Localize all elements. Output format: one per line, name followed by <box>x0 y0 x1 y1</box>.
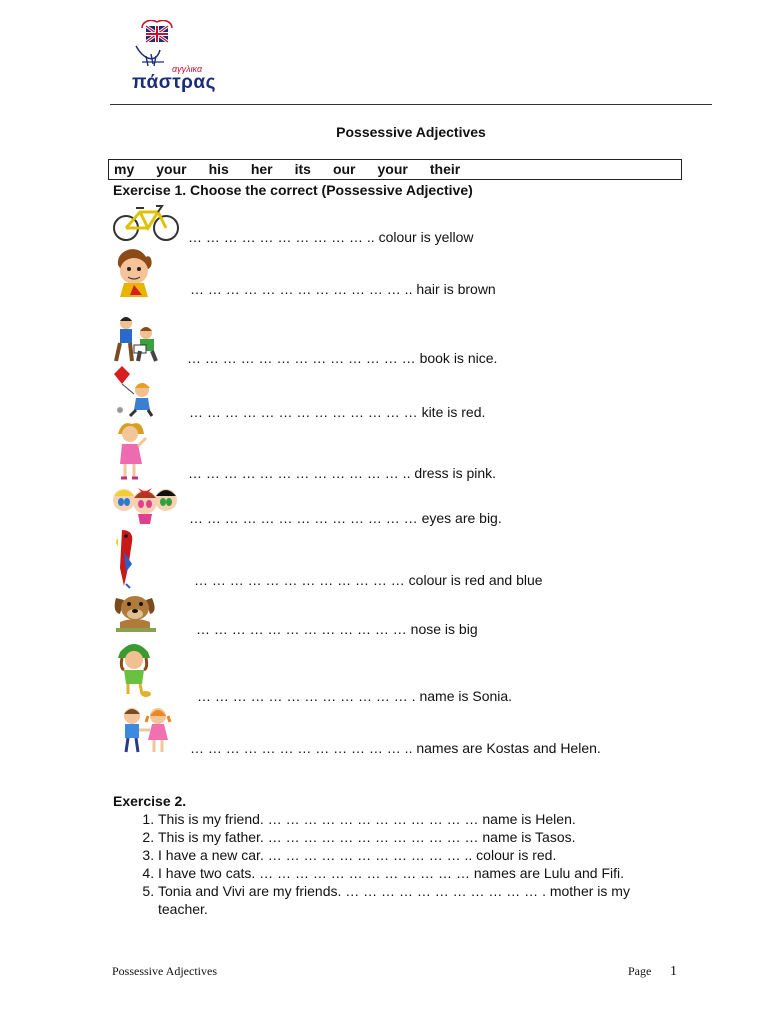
exercise1-item: … … … … … … … … … … … … .. hair is brown <box>190 281 496 297</box>
boy-and-girl-icon <box>112 706 180 754</box>
exercise1-item: … … … … … … … … … … … … colour is red and blue <box>194 572 543 588</box>
exercise1-heading: Exercise 1. Choose the correct (Possessive Adjective) <box>113 182 473 198</box>
word-bank-item: my <box>114 161 135 177</box>
word-bank-item: our <box>332 161 356 177</box>
exercise1-item: … … … … … … … … … … … … .. names are Kostas and Helen. <box>190 740 601 756</box>
powerpuff-girls-icon <box>112 482 178 524</box>
dog-icon <box>112 590 160 634</box>
word-bank-item: their <box>429 161 461 177</box>
word-bank-item: her <box>250 161 273 177</box>
word-bank-item: its <box>294 161 311 177</box>
exercise1-item: … … … … … … … … … … .. colour is yellow <box>188 229 474 245</box>
word-bank-item: your <box>377 161 408 177</box>
exercise1-item: … … … … … … … … … … … … nose is big <box>196 621 478 637</box>
parrot-icon <box>112 528 142 588</box>
word-bank <box>108 159 682 180</box>
footer-title: Possessive Adjectives <box>112 964 217 978</box>
page-title: Possessive Adjectives <box>336 124 486 140</box>
exercise2-item: 2. This is my father. … … … … … … … … … … … … name is Tasos. <box>158 828 678 846</box>
header-divider <box>110 104 712 105</box>
exercise2-item: 1. This is my friend. … … … … … … … … … … … … name is Helen. <box>158 810 678 828</box>
boy-icon <box>112 245 158 297</box>
exercise1-item: … … … … … … … … … … … … .. dress is pink. <box>188 465 497 481</box>
exercise1-item: … … … … … … … … … … … … . name is Sonia. <box>197 688 513 704</box>
exercise1-item: … … … … … … … … … … … … … kite is red. <box>189 404 486 420</box>
word-bank-item: your <box>156 161 187 177</box>
children-reading-icon <box>112 315 160 365</box>
exercise2-heading: Exercise 2. <box>113 793 187 809</box>
exercise2-item: 4. I have two cats. … … … … … … … … … … … … names are Lulu and Fifi. <box>158 864 678 882</box>
exercise1-item: … … … … … … … … … … … … … eyes are big. <box>189 510 502 526</box>
logo-subtitle: αγγλικα <box>172 64 203 74</box>
exercise2-item: 3. I have a new car. … … … … … … … … … … … .. colour is red. <box>158 846 678 864</box>
exercise1-item: … … … … … … … … … … … … … book is nice. <box>187 350 498 366</box>
girl-with-kite-icon <box>112 366 156 418</box>
exercise2-list <box>113 810 678 918</box>
exercise2-item: 5. Tonia and Vivi are my friends. … … … … … … … … … … … . mother is my teacher. <box>158 882 678 918</box>
logo-brand: πάστρας <box>132 72 216 93</box>
girl-icon <box>112 420 150 482</box>
word-bank-item: his <box>208 161 229 177</box>
footer-page-number: 1 <box>670 964 677 979</box>
school-logo <box>128 20 228 94</box>
girl-sonia-icon <box>112 640 156 698</box>
bicycle-icon <box>112 198 182 244</box>
footer-page-label: Page <box>628 964 652 978</box>
